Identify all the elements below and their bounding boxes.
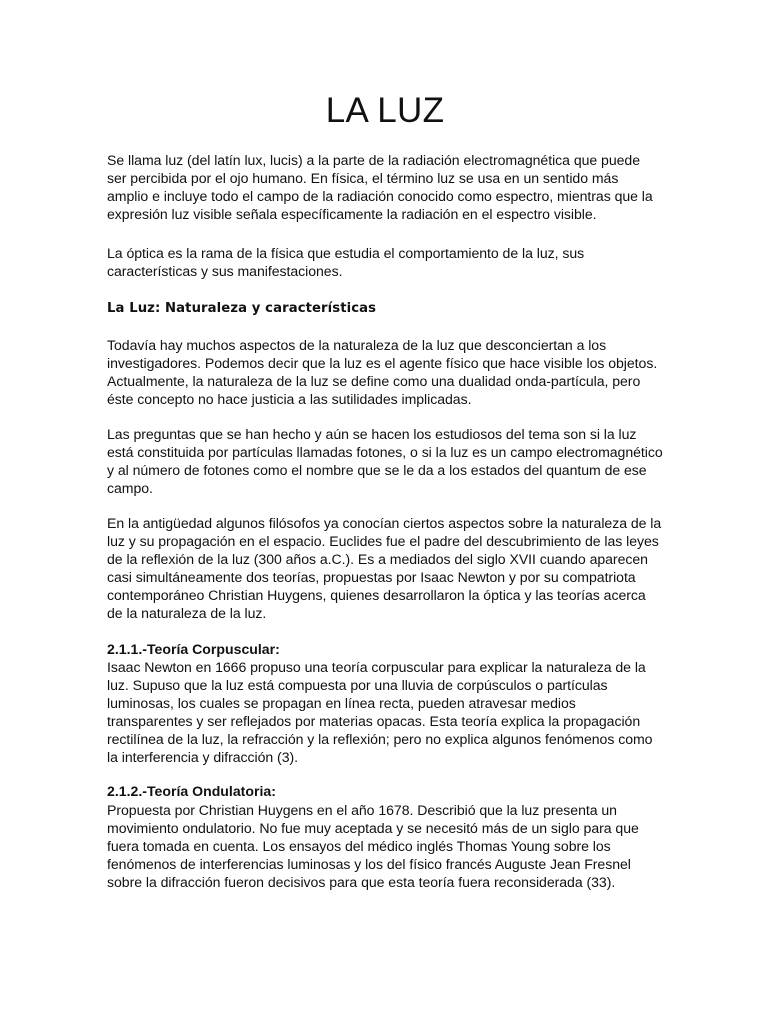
corpuscular-paragraph: Isaac Newton en 1666 propuso una teoría corpuscular para explicar la naturaleza de la luz. Supuso que la luz está compuesta por una lluvia de corpúsculos o partículas luminosas, los cuales se propagan en línea recta, pueden atravesar medios transparentes y ser reflejados por materias opacas. Esta teoría explica la propagación rectilínea de la luz, la refracción y la reflexión; pero no explica algunos fenómenos como la interferencia y difracción (3). — [107, 659, 653, 765]
intro-paragraph-2: La óptica es la rama de la física que estudia el comportamiento de la luz, sus características y sus manifestaciones. — [107, 245, 585, 279]
page-title: LA LUZ — [325, 91, 445, 130]
intro-paragraph-1: Se llama luz (del latín lux, lucis) a la parte de la radiación electromagnética que puede ser percibida por el ojo humano. En física, el término luz se usa en un sentido más amplio e incluye todo el campo de la radiación conocido como espectro, mientras que la expresión luz visible señala específicamente la radiación en el espectro visible. — [107, 152, 653, 222]
section-heading-ondulatoria: 2.1.2.-Teoría Ondulatoria: — [107, 783, 276, 799]
nature-paragraph-3: En la antigüedad algunos filósofos ya conocían ciertos aspectos sobre la naturaleza de la luz y su propagación en el espacio. Euclides fue el padre del descubrimiento de las leyes de la reflexión de la luz (300 años a.C.). Es a mediados del siglo XVII cuando aparecen casi simultáneamente dos teorías, propuestas por Isaac Newton y por su compatriota contemporáneo Christian Huygens, quienes desarrollaron la óptica y las teorías acerca de la naturaleza de la luz. — [107, 515, 662, 621]
section-heading-nature: La Luz: Naturaleza y características — [107, 301, 377, 316]
nature-paragraph-2: Las preguntas que se han hecho y aún se hacen los estudiosos del tema son si la luz está constituida por partículas llamadas fotones, o si la luz es un campo electromagnético y al número de fotones como el nombre que se le da a los estados del quantum de ese campo. — [107, 426, 663, 496]
nature-paragraph-1: Todavía hay muchos aspectos de la naturaleza de la luz que desconciertan a los investigadores. Podemos decir que la luz es el agente físico que hace visible los objetos. Actualmente, la naturaleza de la luz se define como una dualidad onda-partícula, pero éste concepto no hace justicia a las sutilidades implicadas. — [107, 337, 658, 407]
section-heading-corpuscular: 2.1.1.-Teoría Corpuscular: — [107, 641, 280, 657]
ondulatoria-paragraph: Propuesta por Christian Huygens en el año 1678. Describió que la luz presenta un movimiento ondulatorio. No fue muy aceptada y se necesitó más de un siglo para que fuera tomada en cuenta. Los ensayos del médico inglés Thomas Young sobre los fenómenos de interferencias luminosas y los del físico francés Auguste Jean Fresnel sobre la difracción fueron decisivos para que esta teoría fuera reconsiderada (33). — [107, 802, 639, 890]
